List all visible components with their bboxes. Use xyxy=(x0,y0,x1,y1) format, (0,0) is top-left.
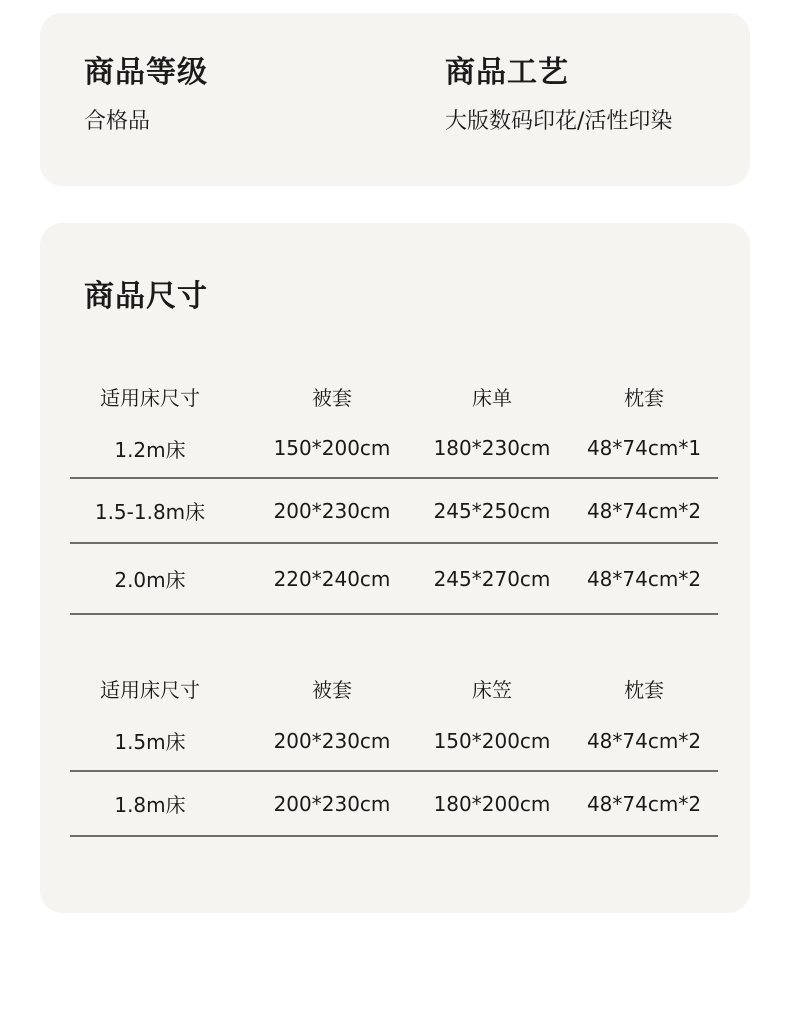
header-cell: 床单 xyxy=(472,385,512,410)
size-section-title: 商品尺寸 xyxy=(84,279,208,314)
size-table-2 xyxy=(70,665,718,837)
table-row xyxy=(70,772,718,837)
table-cell: 1.5m床 xyxy=(114,730,186,754)
table-cell: 1.5-1.8m床 xyxy=(94,500,206,524)
table-cell: 48*74cm*2 xyxy=(586,728,702,753)
table-cell: 245*270cm xyxy=(433,566,551,591)
table-header-row xyxy=(70,373,718,419)
table-row xyxy=(70,544,718,615)
table-cell: 48*74cm*2 xyxy=(586,791,702,816)
table-cell: 150*200cm xyxy=(433,728,551,753)
table-cell: 1.8m床 xyxy=(114,793,186,817)
table-row xyxy=(70,479,718,544)
table-cell: 2.0m床 xyxy=(114,568,186,592)
product-info-card xyxy=(40,13,750,186)
craft-block xyxy=(445,53,672,137)
table-cell: 200*230cm xyxy=(273,728,391,753)
table-cell: 48*74cm*2 xyxy=(586,498,702,523)
table-header-row xyxy=(70,665,718,711)
table-cell: 220*240cm xyxy=(273,566,391,591)
grade-label: 商品等级 xyxy=(84,55,208,90)
table-cell: 180*200cm xyxy=(433,791,551,816)
header-cell: 枕套 xyxy=(624,385,664,410)
product-size-card xyxy=(40,223,750,913)
header-cell: 枕套 xyxy=(624,677,664,702)
table-cell: 1.2m床 xyxy=(114,437,186,462)
craft-value: 大版数码印花/活性印染 xyxy=(445,109,673,134)
craft-label: 商品工艺 xyxy=(445,55,569,90)
table-row xyxy=(70,419,718,479)
table-cell: 48*74cm*2 xyxy=(586,566,702,591)
table-cell: 48*74cm*1 xyxy=(586,436,702,460)
table-cell: 200*230cm xyxy=(273,498,391,523)
header-cell: 床笠 xyxy=(472,677,512,702)
table-row xyxy=(70,711,718,772)
size-table-1 xyxy=(70,373,718,615)
table-cell: 200*230cm xyxy=(273,791,391,816)
grade-value: 合格品 xyxy=(84,109,151,134)
table-cell: 245*250cm xyxy=(433,498,551,523)
table-cell: 150*200cm xyxy=(273,436,391,460)
grade-block xyxy=(84,53,208,137)
table-cell: 180*230cm xyxy=(433,436,551,460)
header-cell: 被套 xyxy=(312,385,352,410)
header-cell: 适用床尺寸 xyxy=(100,385,200,410)
header-cell: 适用床尺寸 xyxy=(100,677,200,702)
header-cell: 被套 xyxy=(312,677,352,702)
